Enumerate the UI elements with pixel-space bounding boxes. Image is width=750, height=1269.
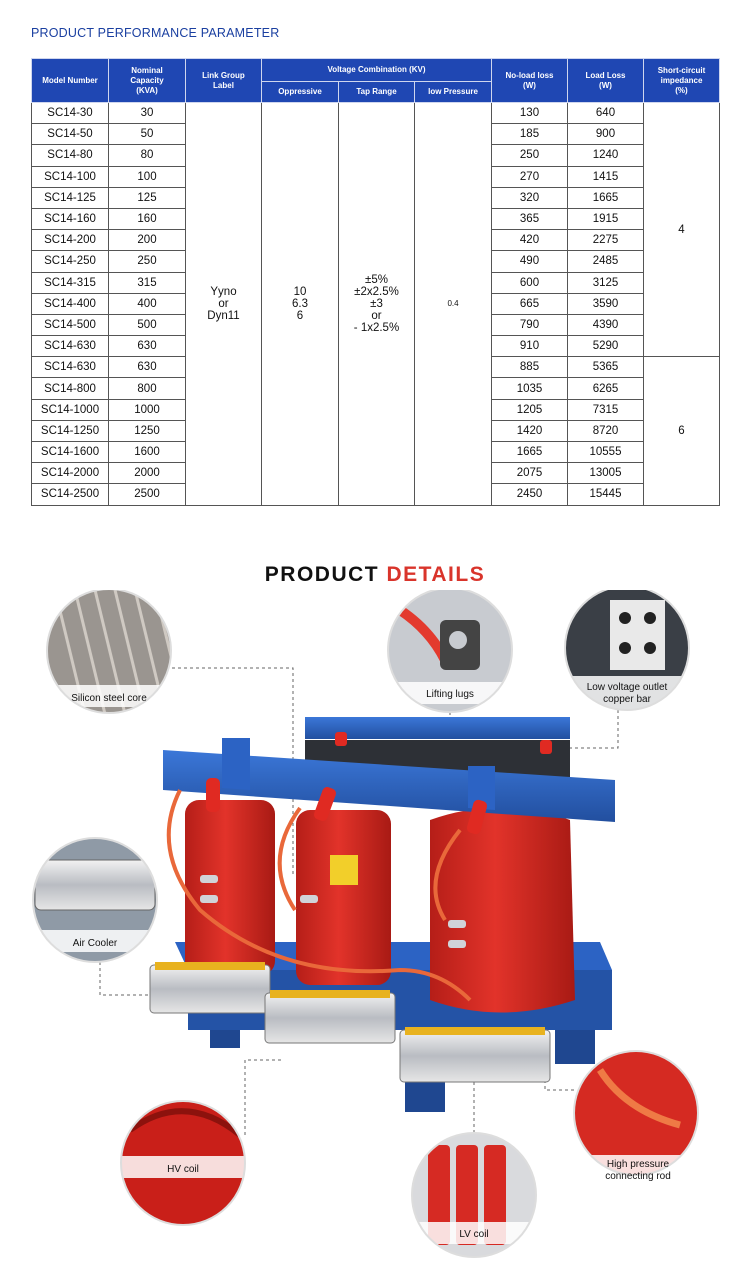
cell-load-loss: 7315	[568, 399, 644, 420]
cell-impedance: 4	[644, 103, 720, 357]
cell-capacity: 2500	[109, 484, 186, 505]
header-low-pressure: low Pressure	[415, 82, 492, 103]
cell-no-load-loss: 1205	[492, 399, 568, 420]
cell-load-loss: 5365	[568, 357, 644, 378]
cell-model: SC14-1600	[32, 442, 109, 463]
cell-no-load-loss: 885	[492, 357, 568, 378]
cell-model: SC14-500	[32, 314, 109, 335]
callout-lv-coil	[412, 1133, 536, 1257]
cell-load-loss: 1240	[568, 145, 644, 166]
cell-tap-range: ±5% ±2x2.5% ±3 or - 1x2.5%	[339, 103, 415, 506]
cell-model: SC14-50	[32, 124, 109, 145]
cell-model: SC14-315	[32, 272, 109, 293]
cell-no-load-loss: 2075	[492, 463, 568, 484]
cell-no-load-loss: 1035	[492, 378, 568, 399]
cell-model: SC14-2000	[32, 463, 109, 484]
cell-no-load-loss: 2450	[492, 484, 568, 505]
cell-load-loss: 13005	[568, 463, 644, 484]
cell-no-load-loss: 185	[492, 124, 568, 145]
cell-capacity: 630	[109, 357, 186, 378]
header-voltage-combination: Voltage Combination (KV)	[262, 59, 492, 82]
cell-capacity: 1600	[109, 442, 186, 463]
cell-model: SC14-630	[32, 357, 109, 378]
label-hp-rod-line1: High pressure	[606, 1159, 670, 1170]
cell-no-load-loss: 365	[492, 208, 568, 229]
cell-load-loss: 10555	[568, 442, 644, 463]
cell-oppressive: 10 6.3 6	[262, 103, 339, 506]
header-load-loss: Load Loss (W)	[568, 59, 644, 103]
cell-capacity: 80	[109, 145, 186, 166]
cell-capacity: 200	[109, 230, 186, 251]
label-lv-outlet-line1: Low voltage outlet	[586, 682, 668, 693]
header-capacity: Nominal Capacity (KVA)	[109, 59, 186, 103]
cell-load-loss: 3590	[568, 293, 644, 314]
cell-model: SC14-160	[32, 208, 109, 229]
cell-load-loss: 1415	[568, 166, 644, 187]
callout-lv-outlet-copper-bar	[565, 590, 689, 710]
cell-capacity: 1250	[109, 420, 186, 441]
cell-no-load-loss: 490	[492, 251, 568, 272]
label-silicon-steel-core: Silicon steel core	[71, 693, 147, 704]
cell-no-load-loss: 420	[492, 230, 568, 251]
product-details-illustration	[0, 590, 750, 1269]
cell-impedance: 6	[644, 357, 720, 505]
cell-model: SC14-800	[32, 378, 109, 399]
header-no-load-loss: No-load loss (W)	[492, 59, 568, 103]
cell-no-load-loss: 270	[492, 166, 568, 187]
cell-model: SC14-80	[32, 145, 109, 166]
callout-lifting-lugs	[388, 590, 512, 712]
table-body	[32, 103, 720, 506]
cell-capacity: 1000	[109, 399, 186, 420]
cell-no-load-loss: 1665	[492, 442, 568, 463]
label-lv-outlet-line2: copper bar	[603, 694, 651, 705]
label-lifting-lugs: Lifting lugs	[426, 689, 474, 700]
cell-load-loss: 900	[568, 124, 644, 145]
table-row	[32, 103, 720, 124]
cell-load-loss: 2275	[568, 230, 644, 251]
cell-capacity: 30	[109, 103, 186, 124]
cell-link-group: Yyno or Dyn11	[186, 103, 262, 506]
cell-model: SC14-250	[32, 251, 109, 272]
cell-load-loss: 2485	[568, 251, 644, 272]
header-impedance: Short-circuit impedance (%)	[644, 59, 720, 103]
cell-load-loss: 1665	[568, 187, 644, 208]
header-tap-range: Tap Range	[339, 82, 415, 103]
header-link-group: Link Group Label	[186, 59, 262, 103]
cell-model: SC14-100	[32, 166, 109, 187]
label-hp-rod-line2: connecting rod	[605, 1171, 671, 1182]
label-hv-coil: HV coil	[167, 1164, 199, 1175]
cell-no-load-loss: 130	[492, 103, 568, 124]
cell-load-loss: 640	[568, 103, 644, 124]
cell-model: SC14-1250	[32, 420, 109, 441]
cell-no-load-loss: 790	[492, 314, 568, 335]
cell-load-loss: 15445	[568, 484, 644, 505]
cell-capacity: 50	[109, 124, 186, 145]
header-model: Model Number	[32, 59, 109, 103]
cell-capacity: 2000	[109, 463, 186, 484]
callout-silicon-steel-core	[47, 590, 185, 714]
cell-load-loss: 6265	[568, 378, 644, 399]
cell-low-pressure: 0.4	[415, 103, 492, 506]
cell-load-loss: 3125	[568, 272, 644, 293]
section-title: PRODUCT PERFORMANCE PARAMETER	[31, 26, 280, 40]
cell-capacity: 125	[109, 187, 186, 208]
cell-capacity: 250	[109, 251, 186, 272]
cell-model: SC14-125	[32, 187, 109, 208]
cell-capacity: 100	[109, 166, 186, 187]
cell-model: SC14-630	[32, 336, 109, 357]
cell-load-loss: 8720	[568, 420, 644, 441]
cell-model: SC14-200	[32, 230, 109, 251]
details-title: PRODUCT DETAILS	[264, 563, 486, 586]
callout-hv-coil	[121, 1101, 245, 1225]
header-oppressive: Oppressive	[262, 82, 339, 103]
cell-no-load-loss: 320	[492, 187, 568, 208]
cell-model: SC14-2500	[32, 484, 109, 505]
cell-no-load-loss: 665	[492, 293, 568, 314]
cell-capacity: 160	[109, 208, 186, 229]
callout-air-cooler	[33, 838, 157, 962]
label-air-cooler: Air Cooler	[72, 938, 118, 949]
transformer	[150, 717, 615, 1112]
performance-table	[31, 58, 720, 506]
callout-hp-connecting-rod	[574, 1051, 698, 1185]
cell-capacity: 315	[109, 272, 186, 293]
cell-capacity: 630	[109, 336, 186, 357]
cell-model: SC14-400	[32, 293, 109, 314]
cell-load-loss: 4390	[568, 314, 644, 335]
label-lv-coil: LV coil	[459, 1229, 489, 1240]
cell-model: SC14-30	[32, 103, 109, 124]
cell-no-load-loss: 600	[492, 272, 568, 293]
cell-capacity: 500	[109, 314, 186, 335]
cell-capacity: 800	[109, 378, 186, 399]
cell-model: SC14-1000	[32, 399, 109, 420]
cell-capacity: 400	[109, 293, 186, 314]
cell-no-load-loss: 910	[492, 336, 568, 357]
cell-no-load-loss: 250	[492, 145, 568, 166]
cell-load-loss: 1915	[568, 208, 644, 229]
cell-no-load-loss: 1420	[492, 420, 568, 441]
cell-load-loss: 5290	[568, 336, 644, 357]
